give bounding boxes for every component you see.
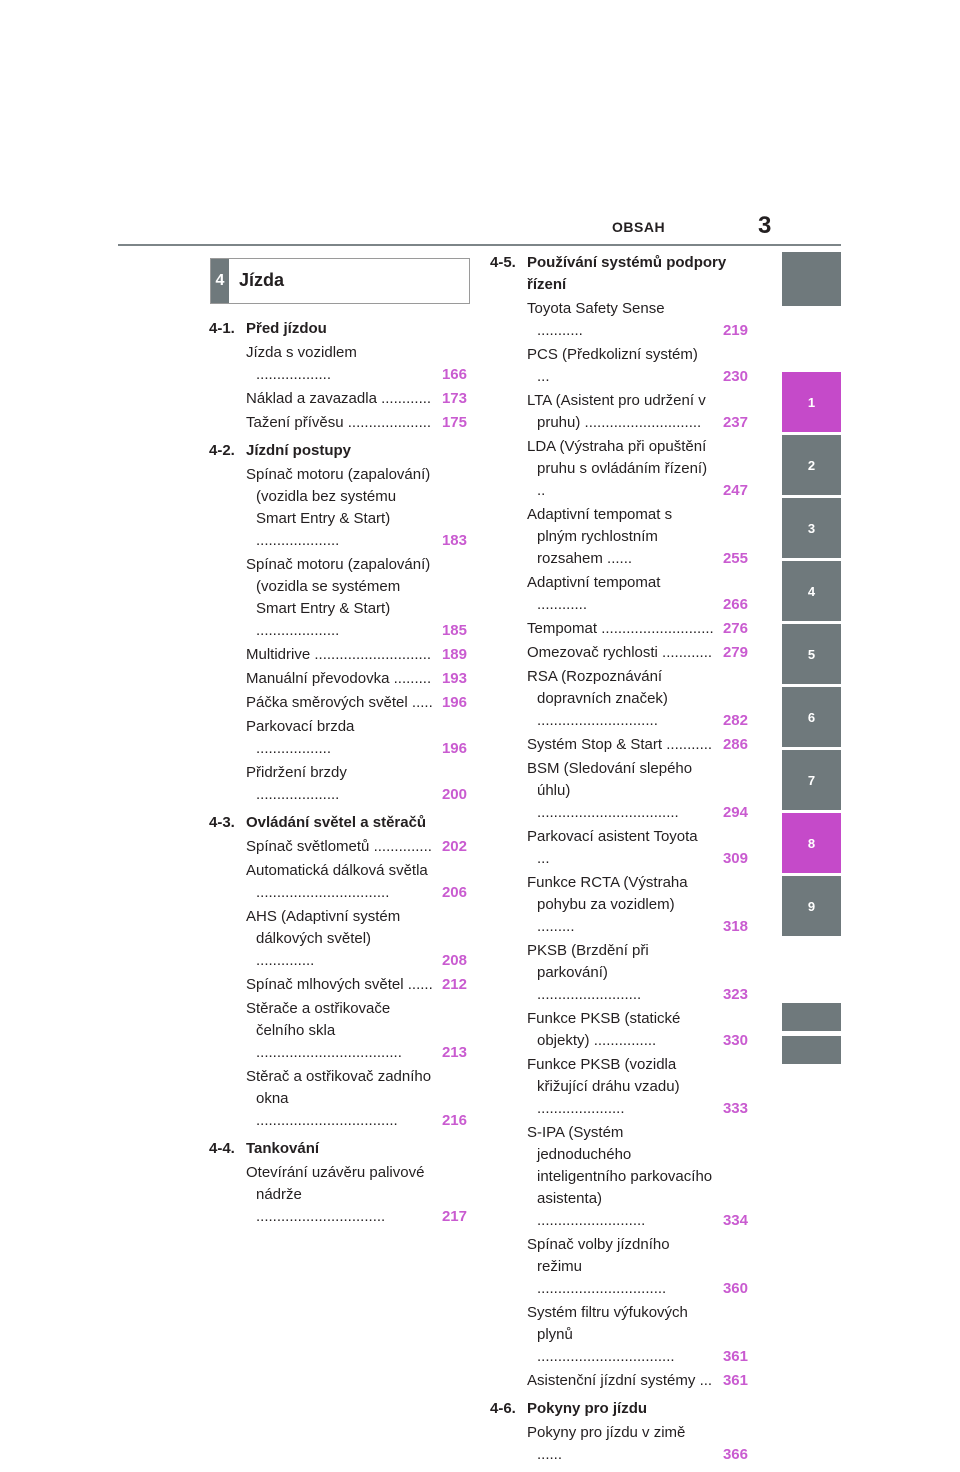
chapter-tab-2[interactable]: 2 <box>782 435 841 495</box>
toc-page-link[interactable]: 330 <box>722 1032 748 1049</box>
toc-entry[interactable] <box>246 554 467 642</box>
toc-page-link[interactable]: 208 <box>441 952 467 969</box>
toc-page-link[interactable]: 294 <box>722 804 748 821</box>
toc-leader-dots: ............................. <box>537 712 658 729</box>
toc-group <box>490 252 748 1392</box>
toc-entry[interactable] <box>527 344 748 388</box>
chapter-tab-blank[interactable] <box>782 1036 841 1064</box>
chapter-tab-7[interactable]: 7 <box>782 750 841 810</box>
toc-entry[interactable] <box>246 836 467 858</box>
chapter-tab-1[interactable]: 1 <box>782 372 841 432</box>
toc-entry-title[interactable]: Toyota Safety Sense <box>527 300 665 317</box>
toc-entry-title[interactable]: LTA (Asistent pro udržení v pruhu) <box>527 392 706 431</box>
chapter-tab-6[interactable]: 6 <box>782 687 841 747</box>
toc-page-link[interactable]: 361 <box>722 1372 748 1389</box>
toc-entry-title[interactable]: Funkce PKSB (statické objekty) <box>527 1010 681 1049</box>
toc-group-heading <box>209 318 467 340</box>
toc-page-link[interactable]: 175 <box>441 414 467 431</box>
toc-leader-dots: ......... <box>537 918 575 935</box>
toc-leader-dots: .............. <box>373 838 432 855</box>
toc-page-link[interactable]: 196 <box>441 740 467 757</box>
header-title: OBSAH <box>612 219 666 235</box>
toc-group-heading <box>490 252 748 296</box>
toc-leader-dots: ........... <box>666 736 713 753</box>
toc-group-heading <box>209 812 467 834</box>
toc-leader-dots: ... <box>537 368 550 385</box>
toc-entry[interactable] <box>527 666 748 732</box>
header-page-number: 3 <box>758 212 772 239</box>
toc-entry-title[interactable]: LDA (Výstraha při opuštění pruhu s ovládáním řízení) <box>527 438 708 477</box>
toc-leader-dots: ............... <box>593 1032 657 1049</box>
toc-page-link[interactable]: 230 <box>722 368 748 385</box>
toc-entry[interactable] <box>527 504 748 570</box>
chapter-tab-8[interactable]: 8 <box>782 813 841 873</box>
toc-entry[interactable] <box>527 1422 748 1466</box>
toc-leader-dots: ................................... <box>256 1044 402 1061</box>
toc-leader-dots: ............ <box>662 644 713 661</box>
toc-entry-title[interactable]: Automatická dálková světla <box>246 862 428 879</box>
section-title: Jízda <box>239 270 285 290</box>
toc-leader-dots: ...... <box>537 1446 563 1463</box>
toc-entry-title[interactable]: Páčka směrových světel <box>246 694 408 711</box>
toc-entry[interactable] <box>527 734 748 756</box>
chapter-tab-3[interactable]: 3 <box>782 498 841 558</box>
toc-page-link[interactable]: 286 <box>722 736 748 753</box>
toc-entry[interactable] <box>246 716 467 760</box>
toc-page-link[interactable]: 237 <box>722 414 748 431</box>
toc-group-title: Používání systémů podpory řízení <box>527 254 727 293</box>
toc-leader-dots: ......... <box>393 670 432 687</box>
toc-entry[interactable] <box>246 762 467 806</box>
toc-page-link[interactable]: 213 <box>441 1044 467 1061</box>
toc-column-right <box>490 252 748 1472</box>
toc-group-number: 4-3. <box>209 814 235 831</box>
toc-entry[interactable] <box>527 618 748 640</box>
toc-leader-dots: ........................... <box>601 620 714 637</box>
toc-leader-dots: .................................. <box>256 1112 398 1129</box>
toc-page-link[interactable]: 193 <box>441 670 467 687</box>
toc-page-link[interactable]: 196 <box>441 694 467 711</box>
toc-page-link[interactable]: 334 <box>722 1212 748 1229</box>
toc-group-heading <box>209 440 467 462</box>
toc-group-heading <box>209 1138 467 1160</box>
toc-entry[interactable] <box>246 906 467 972</box>
toc-entry-title[interactable]: Přidržení brzdy <box>246 764 347 781</box>
toc-entry-title[interactable]: Jízda s vozidlem <box>246 344 357 361</box>
toc-entry[interactable] <box>246 860 467 904</box>
toc-page-link[interactable]: 200 <box>441 786 467 803</box>
toc-page-link[interactable]: 266 <box>722 596 748 613</box>
toc-entry-title[interactable]: Parkovací asistent Toyota <box>527 828 698 845</box>
toc-entry[interactable] <box>527 758 748 824</box>
toc-leader-dots: ... <box>699 1372 713 1389</box>
toc-page-link[interactable]: 361 <box>722 1348 748 1365</box>
toc-entry-title[interactable]: Funkce PKSB (vozidla křižující dráhu vzadu) <box>527 1056 680 1095</box>
toc-entry-title[interactable]: Spínač světlometů <box>246 838 370 855</box>
toc-page-link[interactable]: 279 <box>722 644 748 661</box>
toc-leader-dots: .................... <box>256 622 340 639</box>
toc-entry-title[interactable]: Pokyny pro jízdu v zimě <box>527 1424 686 1441</box>
toc-page-link[interactable]: 216 <box>441 1112 467 1129</box>
toc-entry[interactable] <box>246 1066 467 1132</box>
toc-entry-title[interactable]: Multidrive <box>246 646 311 663</box>
toc-group-number: 4-2. <box>209 442 235 459</box>
toc-entry-title[interactable]: Systém filtru výfukových plynů <box>527 1304 688 1343</box>
toc-page-link[interactable]: 219 <box>722 322 748 339</box>
toc-entry-title[interactable]: PKSB (Brzdění při parkování) <box>527 942 649 981</box>
toc-entry[interactable] <box>527 1302 748 1368</box>
toc-page-link[interactable]: 247 <box>722 482 748 499</box>
toc-entry[interactable] <box>527 572 748 616</box>
toc-group-title: Jízdní postupy <box>246 442 351 459</box>
header-divider <box>118 244 841 246</box>
toc-page-link[interactable]: 318 <box>722 918 748 935</box>
toc-entry[interactable] <box>527 872 748 938</box>
toc-entry-title[interactable]: Otevírání uzávěru palivové nádrže <box>246 1164 425 1203</box>
toc-leader-dots: .................... <box>256 786 340 803</box>
toc-entry[interactable] <box>246 668 467 690</box>
toc-entry[interactable] <box>527 436 748 502</box>
toc-entry[interactable] <box>527 940 748 1006</box>
toc-group <box>490 1398 748 1466</box>
toc-leader-dots: ..... <box>411 694 433 711</box>
toc-group-title: Před jízdou <box>246 320 327 337</box>
chapter-tab-9[interactable]: 9 <box>782 876 841 936</box>
toc-entry-title[interactable]: BSM (Sledování slepého úhlu) <box>527 760 693 799</box>
toc-page-link[interactable]: 173 <box>441 390 467 407</box>
toc-entry[interactable] <box>246 388 467 410</box>
toc-entry[interactable] <box>527 390 748 434</box>
toc-entry-title[interactable]: Spínač volby jízdního režimu <box>527 1236 670 1275</box>
toc-group <box>209 318 467 434</box>
toc-entry-title[interactable]: Systém Stop & Start <box>527 736 663 753</box>
toc-entry[interactable] <box>246 644 467 666</box>
toc-group-title: Tankování <box>246 1140 320 1157</box>
toc-leader-dots: .................. <box>256 366 332 383</box>
toc-leader-dots: ...... <box>407 976 433 993</box>
toc-leader-dots: .................... <box>347 414 432 431</box>
toc-page-link[interactable]: 282 <box>722 712 748 729</box>
toc-entry[interactable] <box>527 1122 748 1232</box>
toc-leader-dots: ................................. <box>537 1348 675 1365</box>
toc-leader-dots: ................................ <box>256 884 390 901</box>
toc-page-link[interactable]: 189 <box>441 646 467 663</box>
toc-entry-title[interactable]: Tažení přívěsu <box>246 414 344 431</box>
toc-group-number: 4-6. <box>490 1400 516 1417</box>
chapter-tab-blank[interactable] <box>782 252 841 306</box>
toc-entry-title[interactable]: Omezovač rychlosti <box>527 644 658 661</box>
toc-page-link[interactable]: 212 <box>441 976 467 993</box>
toc-page-link[interactable]: 255 <box>722 550 748 567</box>
toc-entry-title[interactable]: S-IPA (Systém jednoduchého inteligentního parkovacího asistenta) <box>527 1124 713 1207</box>
section-heading <box>210 258 470 304</box>
toc-group <box>209 1138 467 1228</box>
toc-leader-dots: .................. <box>256 740 332 757</box>
toc-leader-dots: .................................. <box>537 804 679 821</box>
toc-entry-title[interactable]: Stěrač a ostřikovač zadního okna <box>246 1068 432 1107</box>
toc-leader-dots: .......................... <box>537 1212 646 1229</box>
chapter-tab-blank[interactable] <box>782 1003 841 1031</box>
toc-entry-title[interactable]: Asistenční jízdní systémy <box>527 1372 696 1389</box>
toc-page-link[interactable]: 166 <box>441 366 467 383</box>
toc-group-title: Pokyny pro jízdu <box>527 1400 648 1417</box>
toc-entry-title[interactable]: Funkce RCTA (Výstraha pohybu za vozidlem) <box>527 874 688 913</box>
toc-entry[interactable] <box>527 1234 748 1300</box>
toc-entry[interactable] <box>246 998 467 1064</box>
toc-group-number: 4-4. <box>209 1140 235 1157</box>
toc-entry-title[interactable]: PCS (Předkolizní systém) <box>527 346 698 363</box>
toc-entry-title[interactable]: Tempomat <box>527 620 598 637</box>
toc-group-number: 4-1. <box>209 320 235 337</box>
toc-group <box>209 812 467 1132</box>
toc-group <box>209 440 467 806</box>
toc-entry-title[interactable]: Náklad a zavazadla <box>246 390 377 407</box>
toc-leader-dots: .................... <box>256 532 340 549</box>
toc-entry-title[interactable]: RSA (Rozpoznávání dopravních značek) <box>527 668 668 707</box>
toc-entry-title[interactable]: Parkovací brzda <box>246 718 355 735</box>
toc-entry-title[interactable]: Spínač motoru (zapalování) (vozidla se systémem Smart Entry & Start) <box>246 556 431 617</box>
section-number: 4 <box>211 259 229 303</box>
toc-column-left <box>209 318 467 1234</box>
toc-entry[interactable] <box>246 412 467 434</box>
toc-leader-dots: ............ <box>537 596 588 613</box>
toc-page-link[interactable]: 360 <box>722 1280 748 1297</box>
toc-leader-dots: ............................ <box>314 646 432 663</box>
toc-entry[interactable] <box>246 342 467 386</box>
toc-leader-dots: ... <box>537 850 550 867</box>
toc-entry[interactable] <box>246 974 467 996</box>
toc-entry-title[interactable]: Manuální převodovka <box>246 670 390 687</box>
toc-page-link[interactable]: 202 <box>441 838 467 855</box>
chapter-tab-4[interactable]: 4 <box>782 561 841 621</box>
toc-entry-title[interactable]: Adaptivní tempomat s plným rychlostním rozsahem <box>527 506 673 567</box>
toc-page-link[interactable]: 276 <box>722 620 748 637</box>
toc-entry[interactable] <box>527 1370 748 1392</box>
toc-leader-dots: ............................... <box>256 1208 386 1225</box>
toc-leader-dots: ..................... <box>537 1100 625 1117</box>
toc-leader-dots: .. <box>537 482 546 499</box>
toc-entry-title[interactable]: Stěrače a ostřikovače čelního skla <box>246 1000 391 1039</box>
toc-entry[interactable] <box>246 464 467 552</box>
toc-entry[interactable] <box>527 1054 748 1120</box>
toc-page-link[interactable]: 206 <box>441 884 467 901</box>
toc-entry[interactable] <box>527 642 748 664</box>
toc-page-link[interactable]: 323 <box>722 986 748 1003</box>
toc-leader-dots: ............ <box>381 390 432 407</box>
toc-entry-title[interactable]: Spínač motoru (zapalování) (vozidla bez systému Smart Entry & Start) <box>246 466 431 527</box>
toc-entry[interactable] <box>246 1162 467 1228</box>
toc-group-title: Ovládání světel a stěračů <box>246 814 427 831</box>
toc-leader-dots: ............................ <box>584 414 702 431</box>
toc-entry[interactable] <box>246 692 467 714</box>
toc-leader-dots: ........... <box>537 322 583 339</box>
toc-entry[interactable] <box>527 826 748 870</box>
toc-leader-dots: ...... <box>607 550 633 567</box>
toc-entry-title[interactable]: Spínač mlhových světel <box>246 976 404 993</box>
toc-page-link[interactable]: 185 <box>441 622 467 639</box>
toc-entry[interactable] <box>527 1008 748 1052</box>
toc-entry-title[interactable]: Adaptivní tempomat <box>527 574 661 591</box>
toc-page-link[interactable]: 366 <box>722 1446 748 1463</box>
toc-page-link[interactable]: 217 <box>441 1208 467 1225</box>
toc-group-heading <box>490 1398 748 1420</box>
toc-leader-dots: ......................... <box>537 986 642 1003</box>
toc-entry-title[interactable]: AHS (Adaptivní systém dálkových světel) <box>246 908 401 947</box>
toc-leader-dots: .............. <box>256 952 315 969</box>
toc-page-link[interactable]: 333 <box>722 1100 748 1117</box>
toc-entry[interactable] <box>527 298 748 342</box>
toc-leader-dots: ............................... <box>537 1280 667 1297</box>
chapter-tab-5[interactable]: 5 <box>782 624 841 684</box>
toc-group-number: 4-5. <box>490 254 516 271</box>
toc-page-link[interactable]: 309 <box>722 850 748 867</box>
toc-page-link[interactable]: 183 <box>441 532 467 549</box>
